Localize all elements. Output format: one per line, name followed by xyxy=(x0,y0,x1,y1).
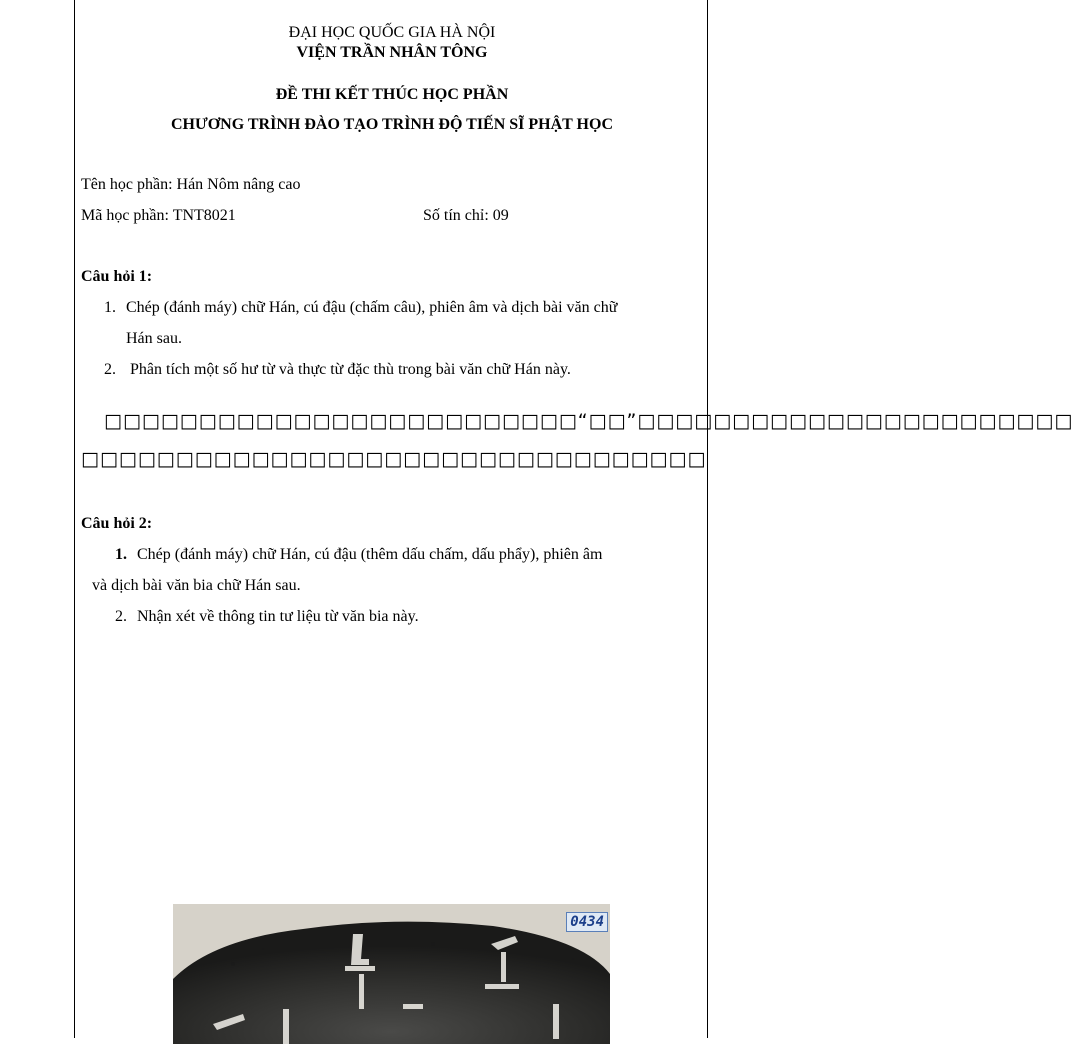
course-code: Mã học phần: TNT8021 xyxy=(81,207,236,224)
exam-page xyxy=(74,0,1073,1038)
program-title: CHƯƠNG TRÌNH ĐÀO TẠO TRÌNH ĐỘ TIẾN SĨ PHẬT HỌC xyxy=(170,116,613,133)
q1-item-2-text: Phân tích một số hư từ và thực từ đặc thù trong bài văn chữ Hán này. xyxy=(130,361,571,378)
q2-item-1-text-cont: và dịch bài văn bia chữ Hán sau. xyxy=(92,577,301,594)
q1-item-1-number: 1. xyxy=(104,299,116,316)
exam-title: ĐỀ THI KẾT THÚC HỌC PHẦN xyxy=(275,86,509,103)
question-1-title: Câu hỏi 1: xyxy=(81,268,153,285)
stele-rubbing-graphic xyxy=(173,904,610,1044)
q2-item-1-text: Chép (đánh máy) chữ Hán, cú đậu (thêm dấu chấm, dấu phẩy), phiên âm xyxy=(137,546,603,563)
course-credits: Số tín chỉ: 09 xyxy=(423,207,509,224)
q2-item-2-text: Nhận xét về thông tin tư liệu từ văn bia này. xyxy=(137,608,419,625)
institute-name: VIỆN TRẦN NHÂN TÔNG xyxy=(296,44,488,61)
q1-item-1-text: Chép (đánh máy) chữ Hán, cú đậu (chấm câu), phiên âm và dịch bài văn chữ xyxy=(126,299,618,316)
course-name: Tên học phần: Hán Nôm nâng cao xyxy=(81,176,301,193)
q2-item-2-number: 2. xyxy=(115,608,127,625)
stele-rubbing-image xyxy=(173,904,610,1044)
archive-number-stamp: 0434 xyxy=(566,912,608,932)
q2-item-1-number: 1. xyxy=(115,546,127,563)
question-2-title: Câu hỏi 2: xyxy=(81,515,153,532)
han-text-line-1: □□□□□□□□□□□□□□□□□□□□□□□□□“□□”□□□□□□□□□□□□□□□□□□□□□□□ xyxy=(104,410,1073,432)
q1-item-1-text-cont: Hán sau. xyxy=(126,330,182,347)
han-text-line-2: □□□□□□□□□□□□□□□□□□□□□□□□□□□□□□□□□ xyxy=(81,448,707,470)
q1-item-2-number: 2. xyxy=(104,361,116,378)
university-name: ĐẠI HỌC QUỐC GIA HÀ NỘI xyxy=(288,24,496,41)
